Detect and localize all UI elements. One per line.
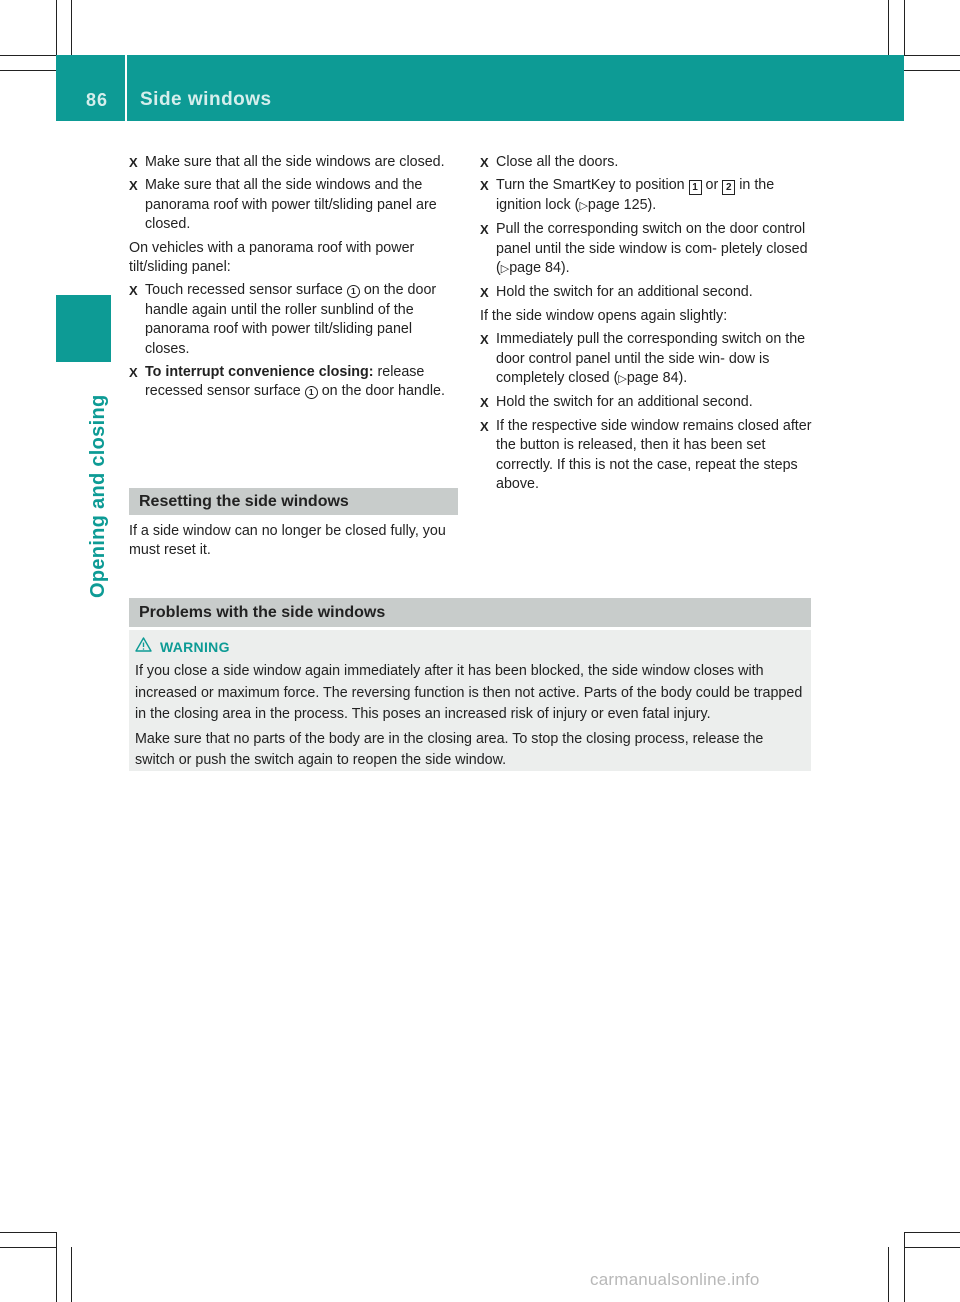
step-text: release recessed sensor surface bbox=[145, 364, 425, 400]
key-position-icon: 1 bbox=[689, 180, 702, 195]
step-text: Pull the corresponding switch on the door control panel until the side window is com- pletely closed ( bbox=[496, 221, 808, 277]
page-reference: page 125). bbox=[587, 196, 657, 213]
step-text: Hold the switch for an additional second. bbox=[496, 284, 753, 301]
step-text: Make sure that all the side windows are closed. bbox=[145, 154, 445, 170]
step-marker: X bbox=[480, 222, 489, 238]
step-text: Touch recessed sensor surface bbox=[145, 282, 347, 299]
step-text: on the door handle again until the roller sunblind of the panorama roof with power tilt/sliding panel closes. bbox=[145, 282, 437, 357]
step-item bbox=[480, 176, 812, 216]
step-item bbox=[129, 363, 459, 402]
step-item bbox=[480, 283, 812, 302]
warning-header bbox=[135, 638, 803, 658]
step-text: or bbox=[701, 177, 723, 194]
step-marker: X bbox=[129, 178, 138, 194]
step-marker: X bbox=[129, 365, 138, 381]
key-position-icon: 2 bbox=[722, 180, 735, 195]
header-divider bbox=[125, 55, 127, 121]
crop-mark bbox=[56, 1232, 57, 1302]
page-title: Side windows bbox=[140, 89, 272, 110]
section-heading: Resetting the side windows bbox=[129, 488, 458, 515]
paragraph: If the side window opens again slightly: bbox=[480, 307, 728, 324]
step-item bbox=[480, 393, 812, 412]
step-marker: X bbox=[480, 395, 489, 411]
step-item bbox=[129, 153, 459, 172]
step-text: in the ignition lock ( bbox=[496, 177, 775, 213]
sensor-number-icon: 1 bbox=[305, 386, 318, 399]
crop-mark bbox=[0, 70, 56, 71]
header-band bbox=[56, 55, 904, 121]
crop-mark bbox=[71, 1247, 72, 1302]
warning-text: Make sure that no parts of the body are in the closing area. To stop the closing process, release the switch or push the switch again to reopen the side window. bbox=[135, 730, 764, 768]
warning-label: WARNING bbox=[160, 639, 230, 656]
step-text: Make sure that all the side windows and the panorama roof with power tilt/sliding panel are closed. bbox=[145, 177, 437, 233]
step-item bbox=[129, 281, 459, 359]
crop-mark bbox=[888, 0, 889, 55]
page-ref-arrow-icon: ▷ bbox=[500, 263, 510, 276]
page-reference: page 84). bbox=[509, 260, 570, 277]
step-text: Turn the SmartKey to position bbox=[496, 177, 689, 194]
page-ref-arrow-icon: ▷ bbox=[579, 199, 588, 212]
crop-mark bbox=[0, 1232, 56, 1233]
warning-box bbox=[129, 630, 811, 771]
crop-mark bbox=[888, 1247, 889, 1302]
step-item bbox=[480, 330, 812, 389]
step-marker: X bbox=[480, 178, 489, 194]
step-marker: X bbox=[480, 418, 489, 434]
crop-mark bbox=[904, 1247, 960, 1248]
step-text: Close all the doors. bbox=[496, 154, 619, 170]
section-heading: Problems with the side windows bbox=[129, 598, 811, 627]
watermark: carmanualsonline.info bbox=[590, 1270, 760, 1289]
step-bold-label: To interrupt convenience closing: bbox=[145, 364, 374, 381]
page-ref-arrow-icon: ▷ bbox=[618, 373, 627, 386]
crop-mark bbox=[0, 1247, 56, 1248]
paragraph: If a side window can no longer be closed fully, you must reset it. bbox=[129, 523, 446, 559]
paragraph: On vehicles with a panorama roof with power tilt/sliding panel: bbox=[129, 239, 415, 276]
crop-mark bbox=[904, 1232, 960, 1233]
step-text: Hold the switch for an additional second. bbox=[496, 394, 753, 411]
step-marker: X bbox=[480, 285, 489, 301]
step-text: on the door handle. bbox=[317, 383, 445, 400]
crop-mark bbox=[904, 1232, 905, 1302]
step-marker: X bbox=[129, 283, 138, 299]
step-marker: X bbox=[480, 155, 489, 170]
chapter-label: Opening and closing bbox=[87, 394, 109, 598]
warning-text: If you close a side window again immediately after it has been blocked, the side window closes with increased or maximum force. The reversing function is then not active. Parts of the body could be trapped in the closing area in the process. This poses an increased risk of injury or even fatal injury. bbox=[135, 663, 803, 722]
sensor-number-icon: 1 bbox=[347, 285, 360, 298]
left-column bbox=[129, 153, 459, 406]
crop-mark bbox=[904, 0, 905, 55]
crop-mark bbox=[71, 0, 72, 55]
step-item bbox=[480, 220, 812, 279]
step-item bbox=[480, 153, 812, 172]
page-reference: page 84). bbox=[626, 370, 688, 387]
warning-triangle-icon bbox=[135, 637, 152, 660]
step-marker: X bbox=[480, 332, 489, 348]
page-number: 86 bbox=[86, 90, 109, 110]
step-item bbox=[129, 176, 459, 234]
crop-mark bbox=[904, 70, 960, 71]
right-column bbox=[480, 153, 812, 499]
step-text: Immediately pull the corresponding switch on the door control panel until the side win- dow is completely closed ( bbox=[496, 331, 806, 387]
crop-mark bbox=[56, 0, 57, 55]
step-item bbox=[480, 417, 812, 495]
chapter-tab bbox=[56, 295, 111, 362]
step-text: If the respective side window remains closed after the button is released, then it has been set correctly. If this is not the case, repeat the steps above. bbox=[496, 417, 812, 493]
step-marker: X bbox=[129, 155, 138, 170]
